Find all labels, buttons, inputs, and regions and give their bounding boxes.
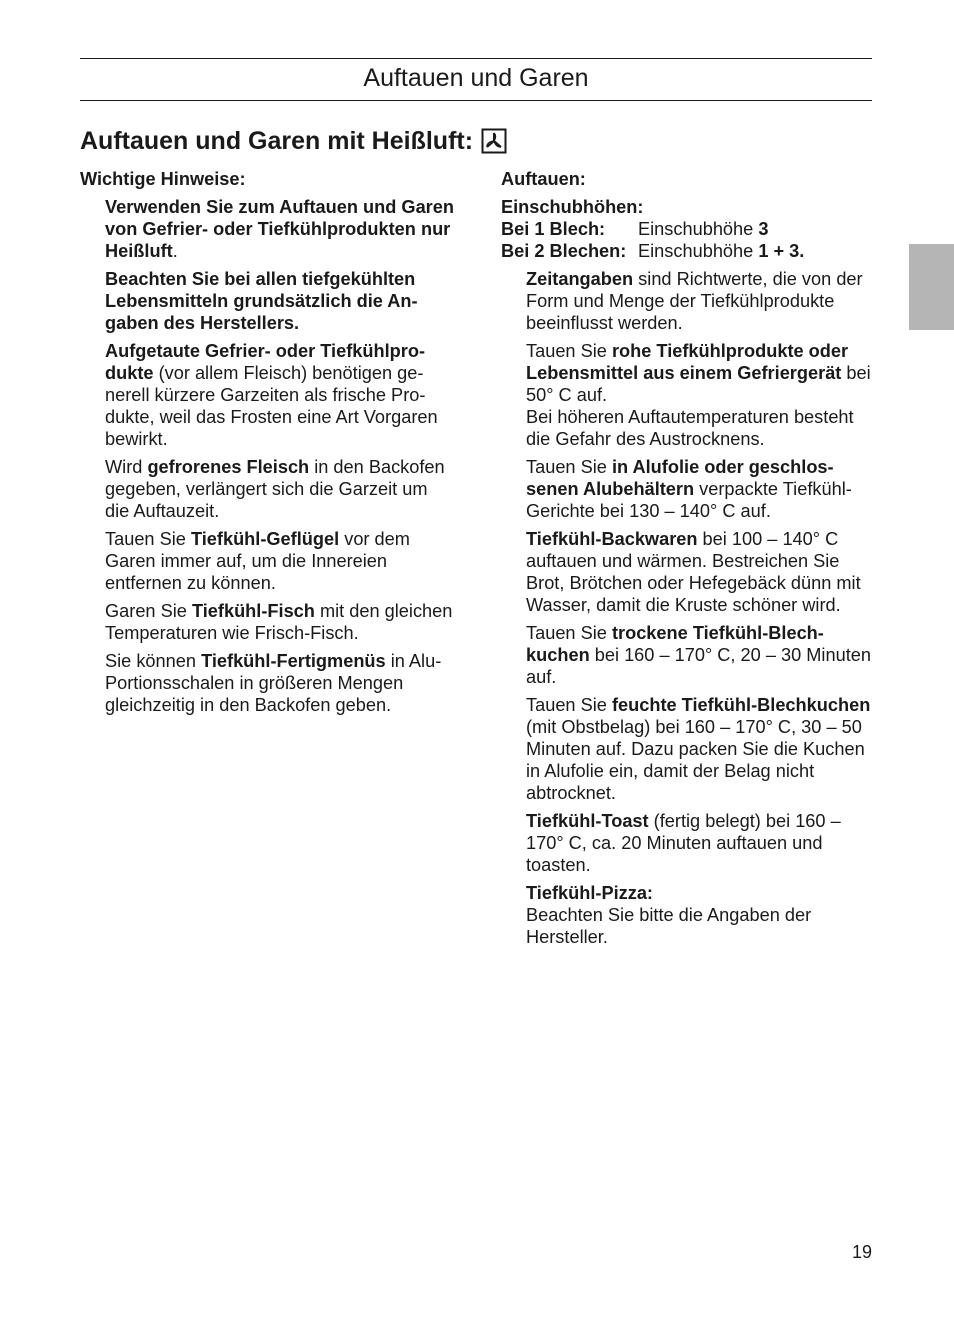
fan-oven-icon bbox=[481, 128, 507, 154]
chapter-side-tab bbox=[909, 244, 954, 330]
page-header-title: Auftauen und Garen bbox=[363, 64, 589, 92]
shelf-heights-heading: Einschubhöhen: bbox=[501, 197, 644, 217]
defrost-paragraph: Tiefkühl-Backwaren bei 100 – 140° C auftauen und wärmen. Bestreichen Sie Brot, Brötchen oder Hefegebäck dünn mit Wasser, damit die Kruste schöner wird. bbox=[526, 529, 861, 615]
note-paragraph: Garen Sie Tiefkühl-Fisch mit den gleichen Temperaturen wie Frisch-Fisch. bbox=[105, 601, 453, 643]
shelf-row: Bei 1 Blech: Einschubhöhe 3 bbox=[501, 219, 769, 239]
defrost-paragraph: Tauen Sie rohe Tiefkühlprodukte oder Lebensmittel aus einem Gefriergerät bei 50° C auf. Bei höheren Auftautemperaturen besteht die Gefahr des Austrocknens. bbox=[526, 341, 871, 449]
note-paragraph: Aufgetaute Gefrier- oder Tiefkühlprodukte (vor allem Fleisch) benötigen generell kürzere Garzeiten als frische Produkte, weil das Frosten eine Art Vorgaren bewirkt. bbox=[105, 341, 438, 449]
left-column bbox=[80, 168, 455, 722]
note-paragraph: Wird gefrorenes Fleisch in den Backofen gegeben, verlängert sich die Garzeit um die Auftauzeit. bbox=[105, 457, 445, 521]
note-paragraph: Sie können Tiefkühl-Fertigmenüs in Alu-Portionsschalen in größeren Mengen gleichzeitig in den Backofen geben. bbox=[105, 651, 442, 715]
defrost-paragraph: Tauen Sie in Alufolie oder geschlossenen Alubehältern verpackte Tiefkühl-Gerichte bei 130 – 140° C auf. bbox=[526, 457, 852, 521]
right-column bbox=[501, 168, 873, 954]
defrost-paragraph: Tiefkühl-Pizza: Beachten Sie bitte die Angaben der Hersteller. bbox=[526, 883, 812, 947]
note-paragraph: Beachten Sie bei allen tiefgekühlten Lebensmitteln grundsätzlich die Angaben des Herstellers. bbox=[105, 269, 418, 333]
defrost-paragraph: Tauen Sie trockene Tiefkühl-Blechkuchen bei 160 – 170° C, 20 – 30 Minuten auf. bbox=[526, 623, 871, 687]
defrost-paragraph: Zeitangaben sind Richtwerte, die von der Form und Menge der Tiefkühlprodukte beeinflusst werden. bbox=[526, 269, 863, 333]
defrost-paragraph: Tiefkühl-Toast (fertig belegt) bei 160 – 170° C, ca. 20 Minuten auftauen und toasten. bbox=[526, 811, 841, 875]
defrost-paragraph: Tauen Sie feuchte Tiefkühl-Blechkuchen (mit Obstbelag) bei 160 – 170° C, 30 – 50 Minuten auf. Dazu packen Sie die Kuchen in Alufolie ein, damit der Belag nicht abtrocknet. bbox=[526, 695, 871, 803]
section-title bbox=[80, 124, 507, 158]
page-number: 19 bbox=[851, 1242, 872, 1262]
note-paragraph: Tauen Sie Tiefkühl-Geflügel vor dem Garen immer auf, um die Innereien entfernen zu können. bbox=[105, 529, 410, 593]
defrosting-heading: Auftauen: bbox=[501, 169, 586, 189]
section-title-text: Auftauen und Garen mit Heißluft: bbox=[80, 127, 474, 155]
important-notes-heading: Wichtige Hinweise: bbox=[80, 169, 246, 189]
note-paragraph: Verwenden Sie zum Auftauen und Garen von Gefrier- oder Tiefkühlprodukten nur Heißluft. bbox=[105, 197, 454, 261]
shelf-row: Bei 2 Blechen: Einschubhöhe 1 + 3. bbox=[501, 241, 805, 261]
header-rule-bottom bbox=[80, 100, 872, 101]
header-rule-top bbox=[80, 58, 872, 59]
